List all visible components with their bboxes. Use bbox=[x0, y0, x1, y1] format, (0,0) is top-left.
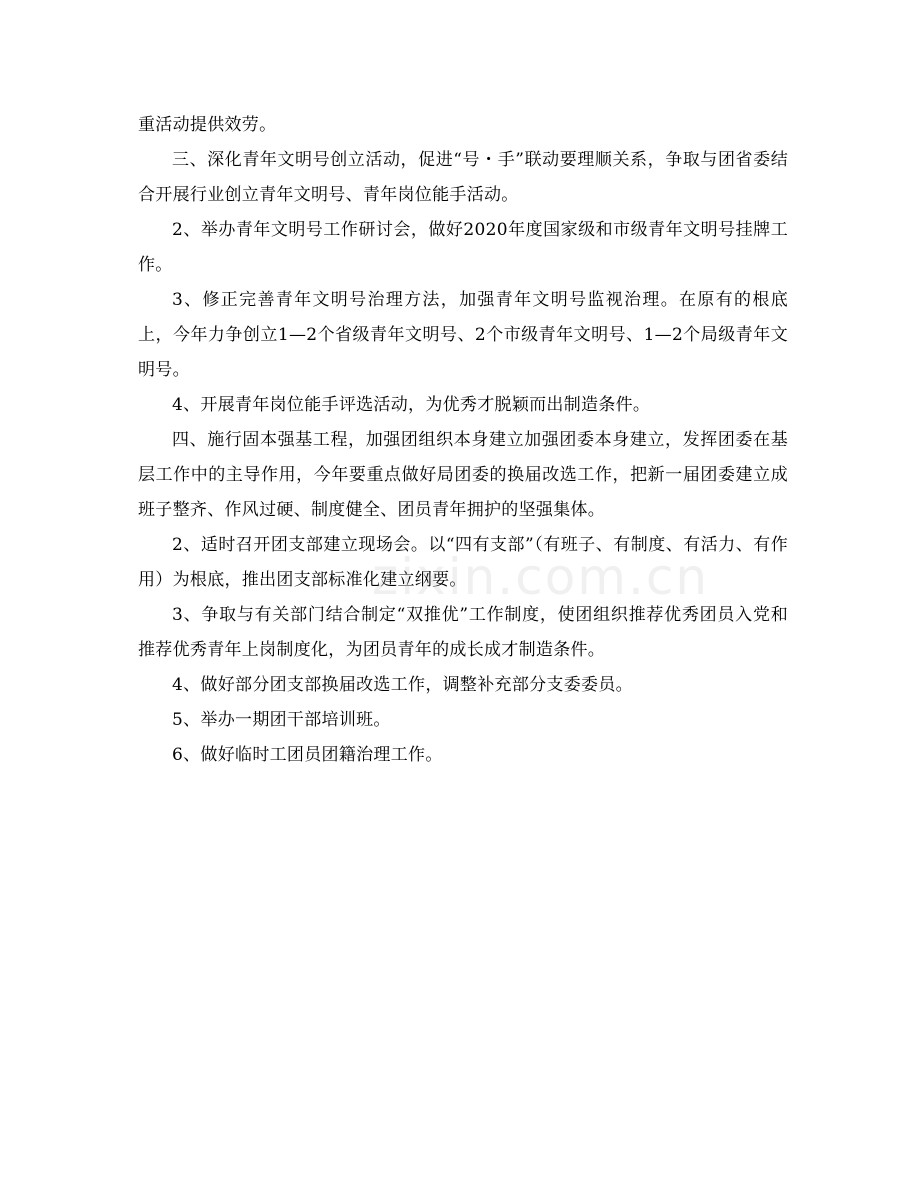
paragraph-2: 三、深化青年文明号创立活动，促进“号・手”联动要理顺关系，争取与团省委结合开展行业创立青年文明号、青年岗位能手活动。 bbox=[138, 150, 788, 205]
paragraph-6: 四、施行固本强基工程，加强团组织本身建立加强团委本身建立，发挥团委在基层工作中的主导作用，今年要重点做好局团委的换届改选工作，把新一届团委建立成班子整齐、作风过硬、制度健全、团员青年拥护的坚强集体。 bbox=[138, 430, 788, 520]
paragraph-5: 4、开展青年岗位能手评选活动，为优秀才脱颖而出制造条件。 bbox=[172, 395, 651, 415]
paragraph-10: 5、举办一期团干部培训班。 bbox=[172, 710, 391, 730]
paragraph-1: 重活动提供效劳。 bbox=[138, 115, 277, 135]
paragraph-4: 3、修正完善青年文明号治理方法，加强青年文明号监视治理。在原有的根底上，今年力争创立1—2个省级青年文明号、2个市级青年文明号、1—2个局级青年文明号。 bbox=[138, 290, 788, 380]
paragraph-9: 4、做好部分团支部换届改选工作，调整补充部分支委委员。 bbox=[172, 675, 633, 695]
document-body bbox=[138, 108, 788, 773]
paragraph-3: 2、举办青年文明号工作研讨会，做好2020年度国家级和市级青年文明号挂牌工作。 bbox=[138, 220, 788, 275]
paragraph-7: 2、适时召开团支部建立现场会。以“四有支部”（有班子、有制度、有活力、有作用）为根底，推出团支部标准化建立纲要。 bbox=[138, 535, 788, 590]
paragraph-11: 6、做好临时工团员团籍治理工作。 bbox=[172, 745, 443, 765]
watermark-text: zixin.com.cn bbox=[372, 548, 710, 606]
paragraph-8: 3、争取与有关部门结合制定“双推优”工作制度，使团组织推荐优秀团员入党和推荐优秀青年上岗制度化，为团员青年的成长成才制造条件。 bbox=[138, 605, 788, 660]
